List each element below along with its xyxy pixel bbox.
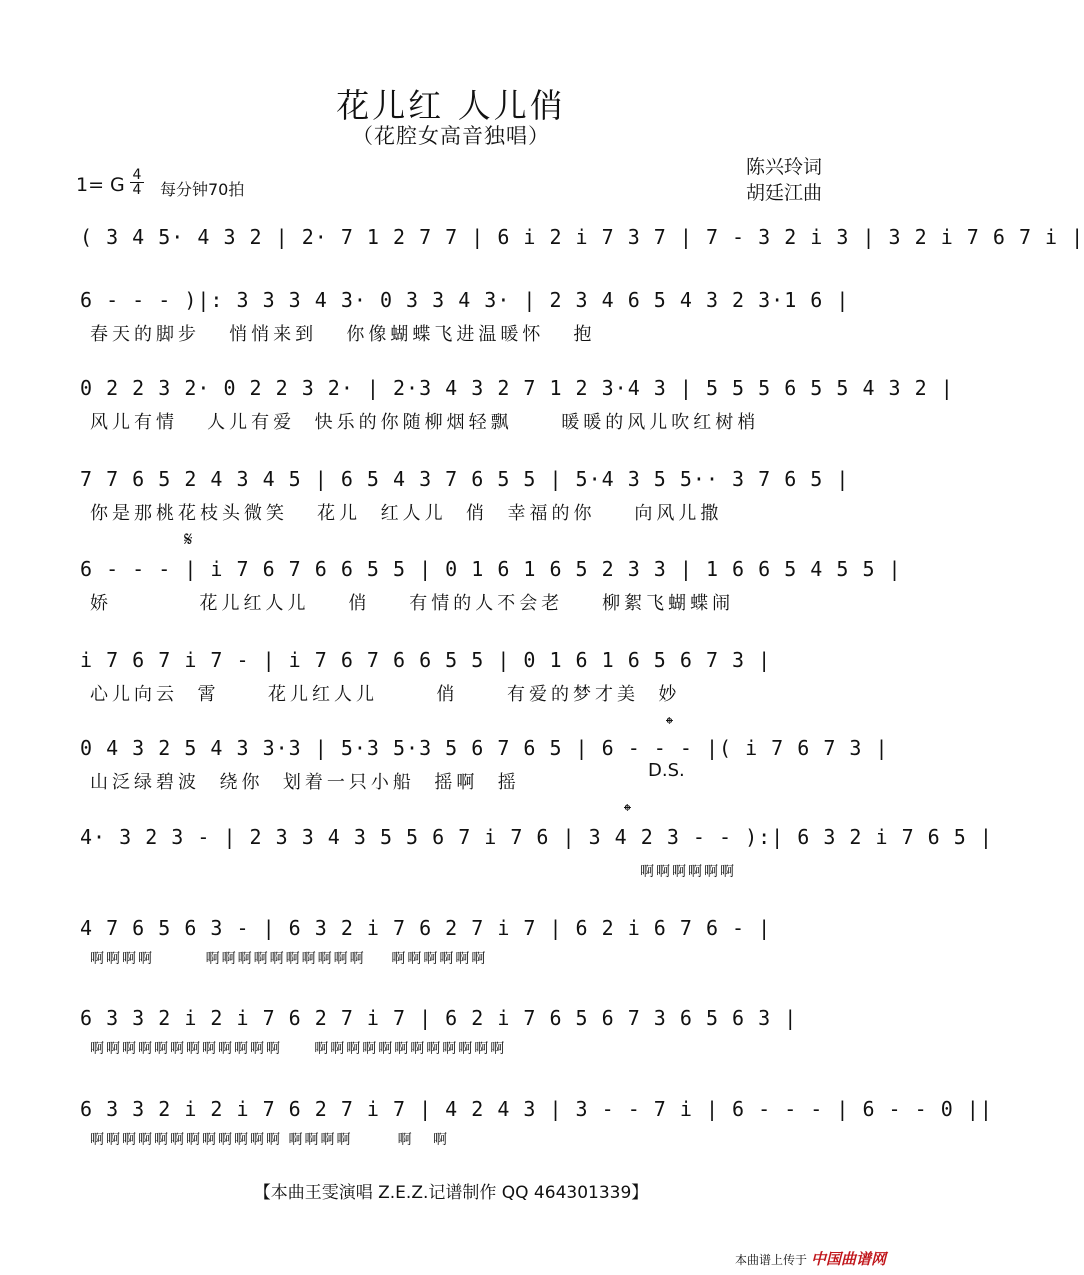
notation-line: 4· 3 2 3 - | 2 3 3 4 3 5 5 6 7 i 7 6 | 3 4 2 3 - - ):| 6 3 2 i 7 6 5 | (80, 825, 993, 849)
site-logo: 中国曲谱网 (810, 1250, 886, 1268)
time-signature (130, 168, 144, 197)
time-signature-bottom: 4 (130, 182, 144, 197)
time-signature-top: 4 (132, 167, 142, 183)
lyrics-line: 啊啊啊啊啊啊啊啊啊啊啊啊 啊啊啊啊啊啊啊啊啊啊啊啊 (90, 1041, 507, 1057)
notation-line: 0 4 3 2 5 4 3 3·3 | 5·3 5·3 5 6 7 6 5 | 6 - - - |( i 7 6 7 3 | (80, 736, 889, 760)
composer-credit: 胡廷江曲 (745, 182, 822, 204)
notation-line: 6 3 3 2 i 2 i 7 6 2 7 i 7 | 6 2 i 7 6 5 6 7 3 6 5 6 3 | (80, 1006, 798, 1030)
lyrics-line: 啊啊啊啊 啊啊啊啊啊啊啊啊啊啊 啊啊啊啊啊啊 (90, 951, 488, 967)
lyrics-line: 心儿向云 霄 花儿红人儿 俏 有爱的梦才美 妙 (90, 684, 681, 705)
lyrics-line: 春天的脚步 悄悄来到 你像蝴蝶飞进温暖怀 抱 (90, 324, 596, 345)
tempo-marking: 每分钟70拍 (160, 180, 245, 199)
notation-line: ( 3 4 5· 4 3 2 | 2· 7 1 2 7 7 | 6 i 2 i 7 3 7 | 7 - 3 2 i 3 | 3 2 i 7 6 7 i | (80, 225, 1084, 249)
lyrics-line: 山泛绿碧波 绕你 划着一只小船 摇啊 摇 (90, 772, 520, 793)
notation-line: 7 7 6 5 2 4 3 4 5 | 6 5 4 3 7 6 5 5 | 5·4 3 5 5·· 3 7 6 5 | (80, 467, 850, 491)
lyrics-line: 你是那桃花枝头微笑 花儿 红人儿 俏 幸福的你 向风儿撒 (90, 503, 723, 524)
lyrics-line: 娇 花儿红人儿 俏 有情的人不会老 柳絮飞蝴蝶闹 (90, 593, 735, 614)
key-signature: 1= G (76, 174, 125, 196)
upload-label: 本曲谱上传于 (734, 1253, 807, 1267)
notation-line: 6 - - - )|: 3 3 3 4 3· 0 3 3 4 3· | 2 3 4 6 5 4 3 2 3·1 6 | (80, 288, 850, 312)
coda-sign: 𝄌 (666, 712, 673, 736)
notation-line: i 7 6 7 i 7 - | i 7 6 7 6 6 5 5 | 0 1 6 1 6 5 6 7 3 | (80, 648, 772, 672)
notation-line: 6 3 3 2 i 2 i 7 6 2 7 i 7 | 4 2 4 3 | 3 - - 7 i | 6 - - - | 6 - - 0 || (80, 1097, 993, 1121)
notation-line: 4 7 6 5 6 3 - | 6 3 2 i 7 6 2 7 i 7 | 6 2 i 6 7 6 - | (80, 916, 772, 940)
notation-line: 0 2 2 3 2· 0 2 2 3 2· | 2·3 4 3 2 7 1 2 3·4 3 | 5 5 5 6 5 5 4 3 2 | (80, 376, 954, 400)
segno-sign: 𝄋 (184, 527, 193, 551)
song-title: 花儿红 人儿俏 (336, 86, 566, 125)
lyricist-credit: 陈兴玲词 (745, 156, 822, 178)
coda-sign: 𝄌 (624, 799, 631, 823)
lyrics-line: 啊啊啊啊啊啊 (640, 864, 736, 880)
lyrics-line: 啊啊啊啊啊啊啊啊啊啊啊啊 啊啊啊啊 啊 啊 (90, 1132, 449, 1148)
song-subtitle: （花腔女高音独唱） (352, 124, 550, 148)
upload-note (735, 1248, 886, 1269)
notation-line: 6 - - - | i 7 6 7 6 6 5 5 | 0 1 6 1 6 5 2 3 3 | 1 6 6 5 4 5 5 | (80, 557, 902, 581)
ds-marking: D.S. (648, 760, 685, 781)
footer-credit: 【本曲王雯演唱 Z.E.Z.记谱制作 QQ 464301339】 (253, 1183, 649, 1203)
lyrics-line: 风儿有情 人儿有爱 快乐的你随柳烟轻飘 暖暖的风儿吹红树梢 (90, 412, 760, 433)
